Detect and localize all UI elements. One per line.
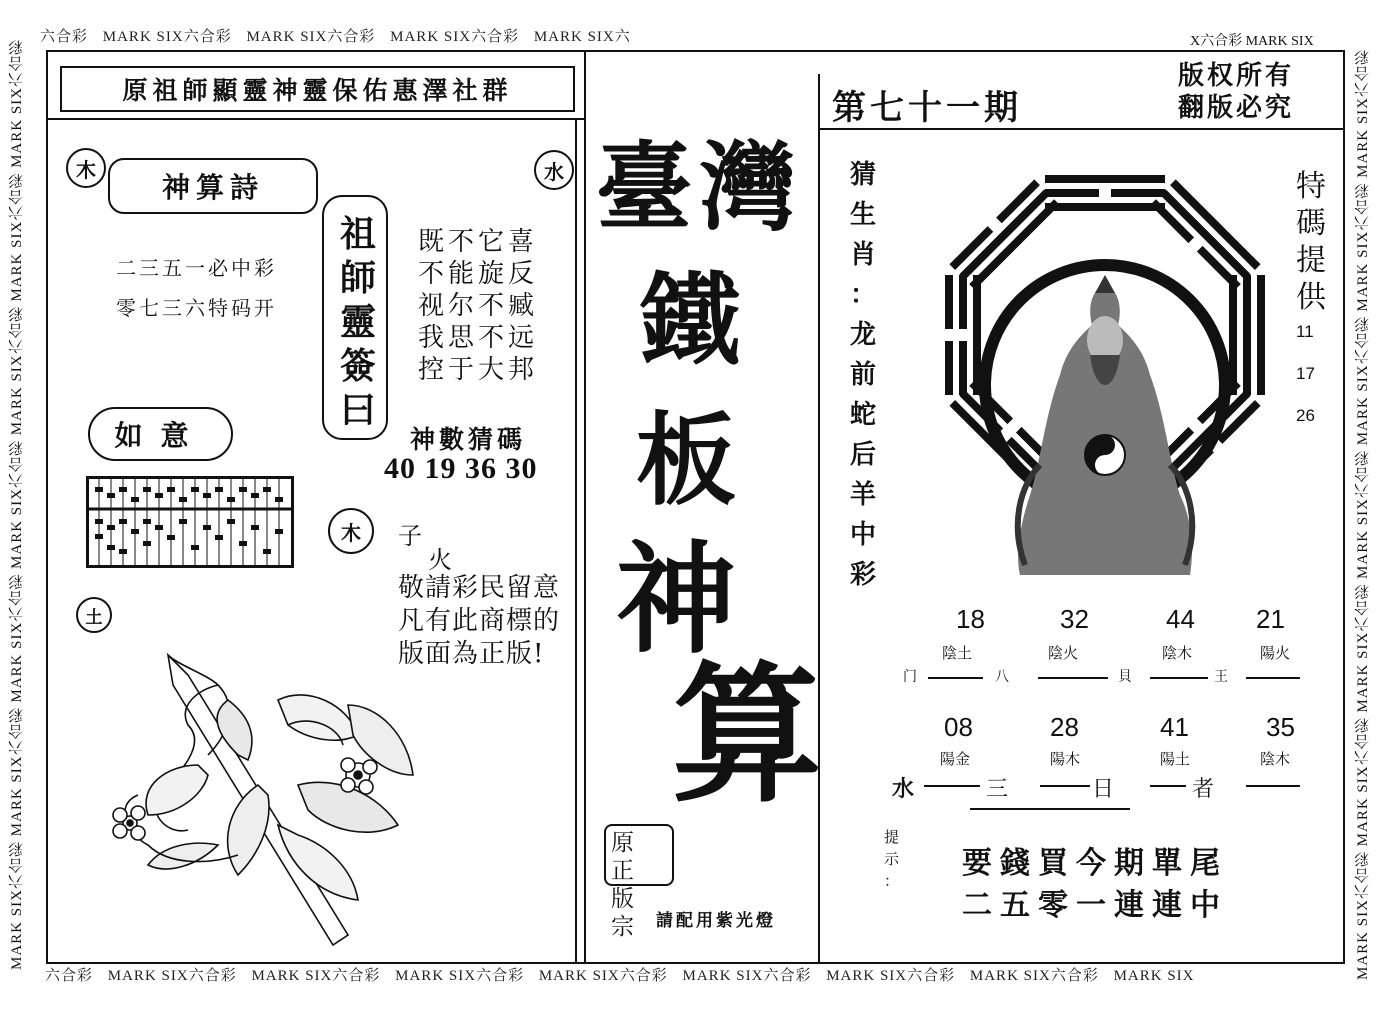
seal-line: 版宗 [611, 886, 640, 940]
wood-circle-2: 木 [328, 508, 374, 554]
verse-line: 控于大邦 [418, 355, 539, 385]
marker-char: 门 [903, 669, 917, 685]
notice-line: 版面為正版! [398, 639, 545, 669]
number-cell: 35 [1266, 712, 1295, 742]
number-cell: 18 [956, 604, 985, 634]
left-header-rule [46, 118, 586, 120]
blessing-banner: 原祖師顯靈神靈保佑惠澤社群 [60, 66, 575, 112]
zodiac-char: ： [849, 280, 876, 310]
element-attr: 陽火 [1260, 644, 1291, 662]
uv-lamp-note: 請配用紫光燈 [656, 911, 776, 931]
rule-line [1246, 677, 1300, 679]
zodiac-char: 生 [849, 200, 876, 230]
flower-illustration [108, 645, 428, 950]
watermark-text: MARK SIX六合彩 [251, 968, 381, 984]
ruyi-label: 如意 [88, 407, 233, 461]
zodiac-guess [848, 155, 878, 595]
title-char-shen: 神 [616, 529, 736, 670]
oracle-char: 祖 [339, 213, 376, 255]
zodiac-char: 后 [849, 440, 876, 470]
marker-char: 者 [1192, 777, 1215, 802]
watermark-text: MARK SIX六合彩 [826, 968, 956, 984]
issue-number: 第七十一期 [832, 88, 1022, 128]
seal-line: 原正 [611, 830, 640, 884]
element-attr: 陰木 [1260, 750, 1291, 768]
rule-line [1040, 785, 1090, 787]
zodiac-char: 猜 [849, 160, 876, 190]
verse-line: 视尔不臧 [418, 291, 539, 321]
title-char-tie: 鐵 [640, 261, 740, 379]
element-attr: 陽木 [1050, 750, 1081, 768]
number-cell: 32 [1060, 604, 1089, 634]
guess-numbers: 40 19 36 30 [384, 452, 538, 485]
marker-char: 日 [1092, 777, 1115, 802]
title-char-ban: 板 [636, 401, 736, 519]
zodiac-char: 肖 [849, 240, 876, 270]
watermark-top-right: X六合彩 MARK SIX [1190, 34, 1314, 49]
watermark-text: MARK SIX六合彩 [102, 29, 232, 45]
rule-line [970, 808, 1130, 810]
watermark-text: MARK SIX六合彩 [390, 29, 520, 45]
title-char-suan: 算 [672, 647, 823, 823]
oracle-char: 曰 [339, 389, 376, 431]
zodiac-char: 中 [849, 520, 876, 550]
abacus-icon [86, 476, 294, 568]
zodiac-char: 龙 [849, 320, 876, 350]
hint-char: 示 [884, 850, 900, 868]
copyright-line: 翻版必究 [1178, 93, 1295, 123]
bagua-deity-illustration [940, 165, 1270, 585]
hint-char: ： [884, 872, 900, 890]
zodiac-char: 彩 [849, 560, 876, 590]
zodiac-char: 羊 [849, 480, 876, 510]
oracle-heading [336, 212, 380, 432]
element-attr: 陽金 [940, 750, 971, 768]
authentic-seal [604, 824, 674, 940]
earth-circle: 土 [76, 597, 112, 633]
marker-char: 貝 [1118, 669, 1132, 685]
element-attr: 陰土 [942, 644, 973, 662]
left-inner-rule [575, 118, 577, 964]
element-attr: 陰火 [1048, 644, 1079, 662]
watermark-text: MARK SIX六合彩 [395, 968, 525, 984]
rule-line [1150, 677, 1208, 679]
special-number: 17 [1296, 364, 1315, 383]
special-code-label [1296, 168, 1326, 316]
notice-line: 敬請彩民留意 [398, 573, 561, 603]
element-attr: 陰木 [1162, 644, 1193, 662]
special-char: 供 [1296, 280, 1326, 315]
verse-line: 不能旋反 [418, 259, 539, 289]
marker-char: 三 [986, 777, 1009, 802]
watermark-text: MARK SIX [1113, 968, 1195, 984]
watermark-text: 六合彩 [45, 968, 94, 984]
hint-line-1: 要錢買今期單尾 [962, 846, 1228, 881]
watermark-text: MARK SIX六 [533, 29, 631, 45]
watermark-text: MARK SIX六合彩 [538, 968, 668, 984]
title-char-tai: 臺 [596, 131, 692, 244]
special-char: 特 [1296, 169, 1326, 204]
watermark-text: 六合彩 [40, 29, 89, 45]
rule-line [928, 677, 983, 679]
water-circle: 水 [534, 150, 574, 190]
watermark-top [40, 25, 641, 46]
rule-line [1038, 677, 1108, 679]
copyright-notice [1178, 60, 1294, 124]
guess-label: 神數猜碼 [410, 425, 527, 454]
number-cell: 08 [944, 712, 973, 742]
fire-char: 火 [428, 546, 452, 574]
zodiac-char: 前 [849, 360, 876, 390]
oracle-char: 靈 [339, 301, 376, 343]
notice-line: 凡有此商標的 [398, 606, 561, 636]
special-number: 26 [1296, 406, 1315, 425]
poem-line-1: 二三五一必中彩 [116, 256, 277, 280]
special-char: 碼 [1296, 206, 1326, 241]
watermark-text: MARK SIX六合彩 [246, 29, 376, 45]
rule-line [1246, 785, 1300, 787]
hint-char: 提 [884, 828, 900, 846]
oracle-char: 簽 [339, 345, 376, 387]
marker-char: 水 [892, 776, 915, 802]
number-cell: 21 [1256, 604, 1285, 634]
verse-line: 我思不远 [418, 323, 539, 353]
divider-left [584, 50, 586, 964]
special-char: 提 [1296, 243, 1326, 278]
copyright-line: 版权所有 [1178, 61, 1295, 91]
oracle-verse [418, 226, 538, 386]
watermark-text: MARK SIX六合彩 [682, 968, 812, 984]
poem-line-2: 零七三六特码开 [116, 296, 277, 320]
divider-right [818, 74, 820, 964]
wood-circle: 木 [66, 148, 106, 188]
zi-char: 子 [398, 522, 422, 550]
watermark-bottom [45, 964, 1205, 985]
marker-char: 王 [1214, 669, 1228, 685]
number-cell: 44 [1166, 604, 1195, 634]
watermark-left: MARK SIX六合彩 MARK SIX六合彩 MARK SIX六合彩 MARK SIX六合彩 MARK SIX六合彩 MARK SIX六合彩 MARK SIX六合彩 [9, 39, 25, 970]
poem-title: 神算詩 [108, 158, 318, 214]
special-number: 11 [1296, 322, 1314, 341]
rule-line [1150, 785, 1186, 787]
number-cell: 28 [1050, 712, 1079, 742]
title-char-wan: 灣 [700, 131, 796, 244]
oracle-char: 師 [339, 257, 376, 299]
verse-line: 既不它喜 [418, 227, 539, 257]
watermark-text: MARK SIX六合彩 [107, 968, 237, 984]
watermark-text: MARK SIX六合彩 [969, 968, 1099, 984]
number-cell: 41 [1160, 712, 1189, 742]
rule-line [924, 785, 980, 787]
marker-char: 八 [995, 669, 1009, 685]
hint-line-2: 二五零一連連中 [962, 888, 1228, 923]
watermark-right: MARK SIX六合彩 MARK SIX六合彩 MARK SIX六合彩 MARK SIX六合彩 MARK SIX六合彩 MARK SIX六合彩 MARK SIX六合彩 [1355, 49, 1371, 980]
zodiac-char: 蛇 [849, 400, 876, 430]
element-attr: 陽土 [1160, 750, 1191, 768]
hint-label [884, 826, 904, 892]
